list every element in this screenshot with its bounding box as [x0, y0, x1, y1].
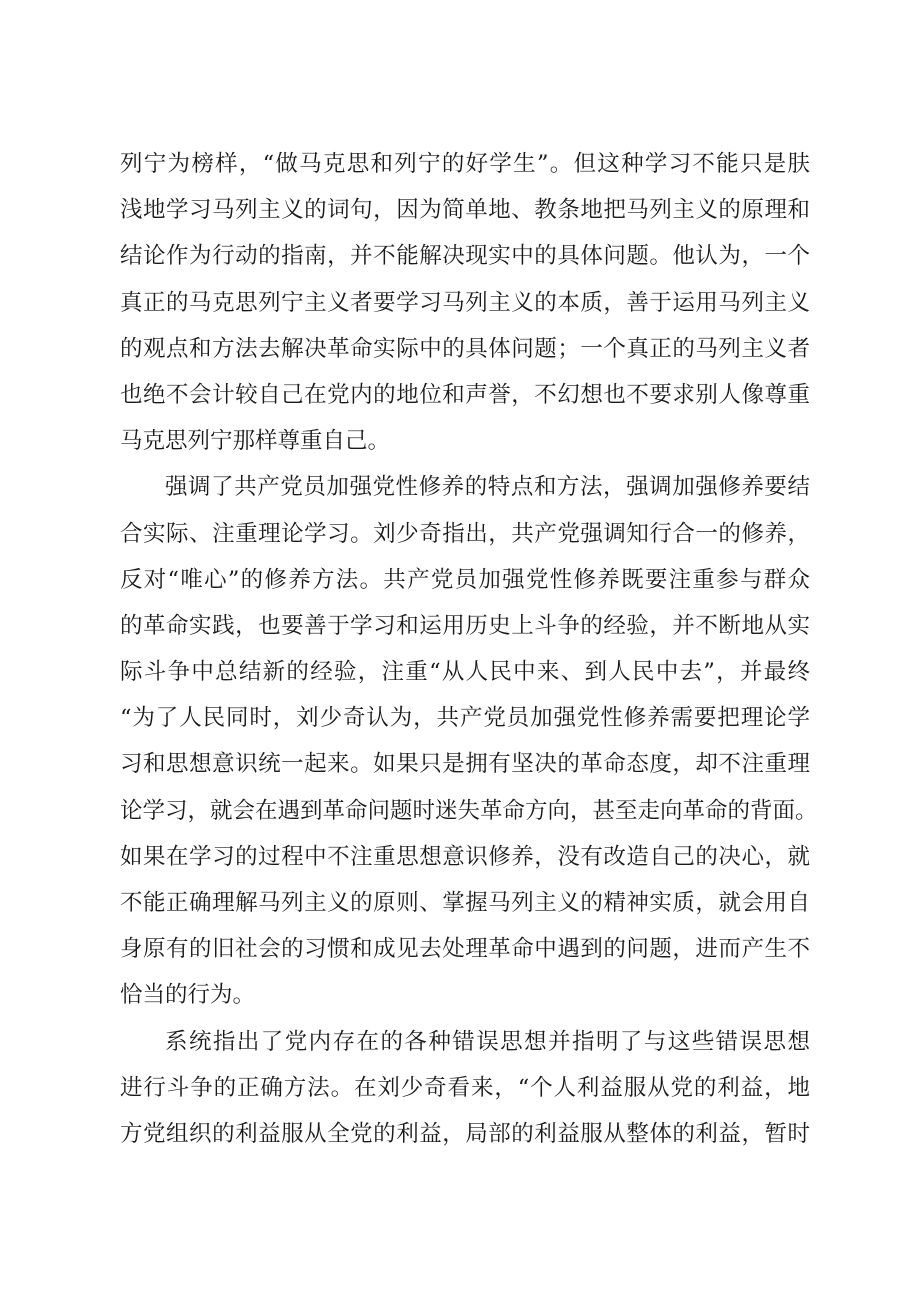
text-line: 恰当的行为。	[120, 982, 256, 1009]
paragraph-3	[120, 1019, 810, 1158]
text-line: 结论作为行动的指南，并不能解决现实中的具体问题。他认为，一个	[120, 243, 810, 270]
paragraph-2	[120, 464, 818, 1018]
text-line: 马克思列宁那样尊重自己。	[120, 428, 391, 455]
text-line: 进行斗争的正确方法。在刘少奇看来，“个人利益服从党的利益，地	[120, 1074, 810, 1101]
text-line: 反对“唯心”的修养方法。共产党员加强党性修养既要注重参与群众	[120, 566, 810, 593]
text-line: 习和思想意识统一起来。如果只是拥有坚决的革命态度，却不注重理	[120, 751, 810, 778]
text-line: 列宁为榜样，“做马克思和列宁的好学生”。但这种学习不能只是肤	[120, 151, 810, 177]
text-line: “为了人民同时，刘少奇认为，共产党员加强党性修养需要把理论学	[120, 705, 810, 732]
text-line: 的观点和方法去解决革命实际中的具体问题；一个真正的马列主义者	[120, 335, 810, 362]
text-line: 如果在学习的过程中不注重思想意识修养，没有改造自己的决心，就	[120, 843, 810, 870]
text-line: 不能正确理解马列主义的原则、掌握马列主义的精神实质，就会用自	[120, 890, 810, 916]
text-line: 浅地学习马列主义的词句，因为简单地、教条地把马列主义的原理和	[120, 197, 810, 224]
body-text	[120, 141, 818, 1157]
text-line: 身原有的旧社会的习惯和成见去处理革命中遇到的问题，进而产生不	[120, 936, 810, 963]
text-line: 的革命实践，也要善于学习和运用历史上斗争的经验，并不断地从实	[120, 612, 810, 639]
text-line: 际斗争中总结新的经验，注重“从人民中来、到人民中去”，并最终	[120, 659, 810, 686]
paragraph-1	[120, 141, 810, 464]
text-line: 强调了共产党员加强党性修养的特点和方法，强调加强修养要结	[165, 474, 810, 501]
text-line: 合实际、注重理论学习。刘少奇指出，共产党强调知行合一的修养，	[120, 520, 810, 547]
text-line: 也绝不会计较自己在党内的地位和声誉，不幻想也不要求别人像尊重	[120, 381, 810, 408]
text-line: 论学习，就会在遇到革命问题时迷失革命方向，甚至走向革命的背面。	[120, 797, 818, 824]
text-line: 方党组织的利益服从全党的利益，局部的利益服从整体的利益，暂时	[120, 1120, 810, 1147]
text-line: 系统指出了党内存在的各种错误思想并指明了与这些错误思想	[165, 1028, 810, 1055]
text-line: 真正的马克思列宁主义者要学习马列主义的本质，善于运用马列主义	[120, 289, 810, 316]
